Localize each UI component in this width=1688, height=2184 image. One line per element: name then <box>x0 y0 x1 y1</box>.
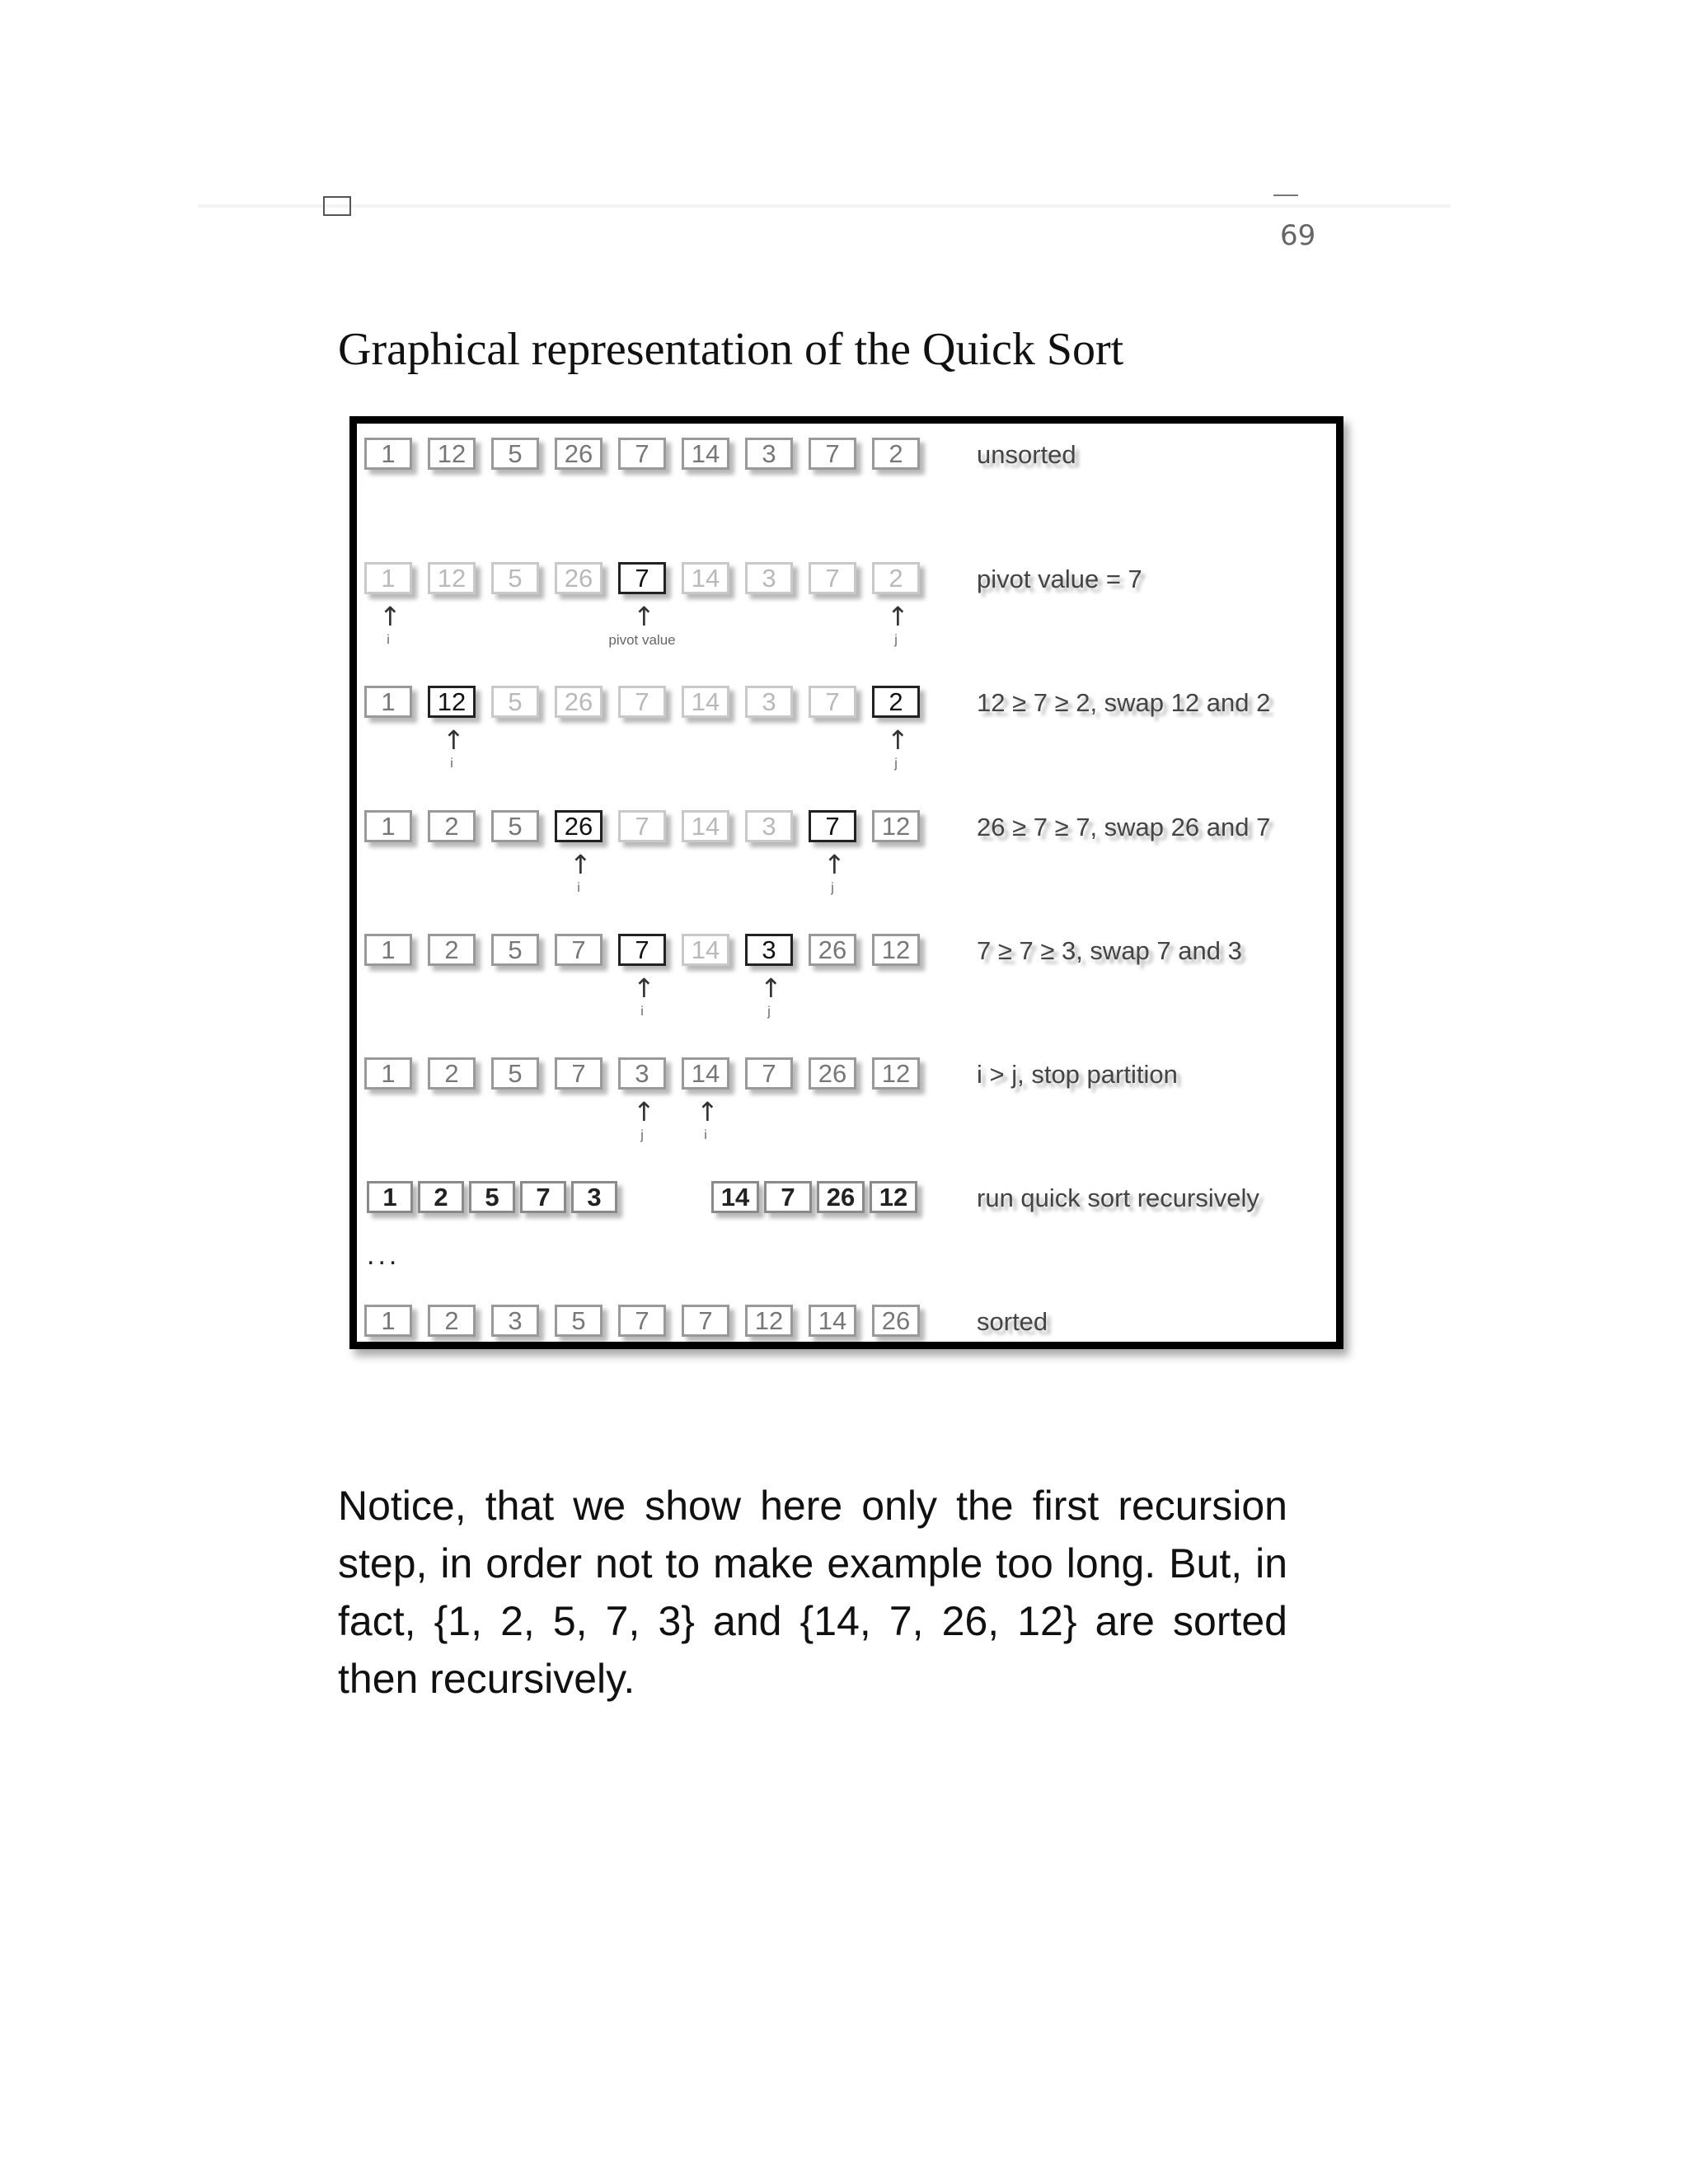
array-cell: 5 <box>491 810 539 842</box>
left-subarray-cell: 7 <box>520 1181 566 1213</box>
pointer-tag: i <box>450 757 453 771</box>
corner-marker-icon <box>323 196 351 216</box>
array-cell: 26 <box>555 438 603 470</box>
step-label: run quick sort recursively <box>977 1183 1259 1212</box>
pointer-arrow-icon: ↑ <box>887 601 909 632</box>
pointer-tag: j <box>894 633 898 647</box>
pointer-arrow-icon: ↑ <box>823 849 846 880</box>
array-cell: 2 <box>872 562 920 594</box>
right-subarray-cell: 14 <box>711 1181 759 1213</box>
pointer-tag: i <box>640 1005 644 1019</box>
left-subarray-cell: 3 <box>571 1181 617 1213</box>
array-cell: 1 <box>364 934 412 966</box>
array-cell: 5 <box>555 1305 603 1337</box>
quick-sort-figure <box>349 416 1343 1349</box>
array-cell: 1 <box>364 810 412 842</box>
pointer-arrow-icon: ↑ <box>760 972 782 1004</box>
array-cell: 7 <box>618 438 666 470</box>
array-cell: 14 <box>682 438 729 470</box>
array-cell: 12 <box>872 934 920 966</box>
array-cell: 7 <box>809 810 856 842</box>
right-subarray-cell: 12 <box>870 1181 917 1213</box>
array-cell: 26 <box>809 934 856 966</box>
array-cell: 7 <box>682 1305 729 1337</box>
array-cell: 3 <box>745 686 793 718</box>
array-cell: 1 <box>364 562 412 594</box>
pointer-tag: i <box>577 881 580 895</box>
step-label: pivot value = 7 <box>977 565 1142 593</box>
array-cell: 2 <box>428 810 476 842</box>
right-subarray-cell: 26 <box>817 1181 865 1213</box>
array-cell: 26 <box>555 562 603 594</box>
array-cell: 12 <box>428 686 476 718</box>
pointer-arrow-icon: ↑ <box>887 724 909 756</box>
array-cell: 7 <box>618 934 666 966</box>
array-cell: 5 <box>491 438 539 470</box>
array-cell: 7 <box>745 1057 793 1090</box>
left-subarray-cell: 5 <box>469 1181 515 1213</box>
step-label: 12 ≥ 7 ≥ 2, swap 12 and 2 <box>977 688 1271 717</box>
pointer-arrow-icon: ↑ <box>443 724 465 756</box>
array-cell: 12 <box>428 438 476 470</box>
array-cell: 14 <box>682 562 729 594</box>
pointer-arrow-icon: ↑ <box>570 849 592 880</box>
left-subarray-cell: 2 <box>418 1181 464 1213</box>
array-cell: 7 <box>809 562 856 594</box>
array-cell: 7 <box>618 1305 666 1337</box>
pointer-arrow-icon: ↑ <box>379 601 401 632</box>
page-number: 69 <box>1280 219 1316 252</box>
pointer-arrow-icon: ↑ <box>696 1096 719 1127</box>
pointer-arrow-icon: ↑ <box>633 972 655 1004</box>
array-cell: 7 <box>618 686 666 718</box>
left-subarray-cell: 1 <box>367 1181 413 1213</box>
pointer-tag: j <box>640 1128 644 1142</box>
array-cell: 3 <box>745 934 793 966</box>
array-cell: 1 <box>364 1057 412 1090</box>
step-label: 7 ≥ 7 ≥ 3, swap 7 and 3 <box>977 936 1242 965</box>
array-cell: 1 <box>364 1305 412 1337</box>
body-paragraph: Notice, that we show here only the first recursion step, in order not to make example too long. But, in fact, {1, 2, 5, 7, 3} and {14, 7, 26, 12} are sorted then recursively. <box>338 1483 1287 1702</box>
array-cell: 7 <box>618 562 666 594</box>
array-cell: 12 <box>872 810 920 842</box>
array-cell: 14 <box>682 934 729 966</box>
array-cell: 5 <box>491 686 539 718</box>
array-cell: 5 <box>491 562 539 594</box>
array-cell: 14 <box>682 810 729 842</box>
pointer-arrow-icon: ↑ <box>633 601 655 632</box>
step-label: unsorted <box>977 440 1076 469</box>
array-cell: 5 <box>491 934 539 966</box>
array-cell: 26 <box>555 810 603 842</box>
array-cell: 7 <box>809 686 856 718</box>
array-cell: 12 <box>428 562 476 594</box>
array-cell: 7 <box>555 934 603 966</box>
array-cell: 3 <box>745 810 793 842</box>
array-cell: 7 <box>555 1057 603 1090</box>
step-label: 26 ≥ 7 ≥ 7, swap 26 and 7 <box>977 813 1271 841</box>
pointer-tag: j <box>831 881 834 895</box>
array-cell: 2 <box>428 1057 476 1090</box>
header-rule <box>198 204 1451 208</box>
array-cell: 14 <box>682 686 729 718</box>
figure-title: Graphical representation of the Quick Sort <box>338 324 1124 375</box>
array-cell: 26 <box>555 686 603 718</box>
array-cell: 12 <box>745 1305 793 1337</box>
array-cell: 1 <box>364 686 412 718</box>
array-cell: 14 <box>809 1305 856 1337</box>
array-cell: 2 <box>872 438 920 470</box>
array-cell: 12 <box>872 1057 920 1090</box>
pointer-arrow-icon: ↑ <box>633 1096 655 1127</box>
array-cell: 2 <box>872 686 920 718</box>
array-cell: 7 <box>809 438 856 470</box>
array-cell: 7 <box>618 810 666 842</box>
array-cell: 14 <box>682 1057 729 1090</box>
array-cell: 26 <box>872 1305 920 1337</box>
pointer-tag: pivot value <box>608 632 676 648</box>
pointer-tag: j <box>767 1005 771 1019</box>
array-cell: 3 <box>618 1057 666 1090</box>
pointer-tag: j <box>894 757 898 771</box>
step-label: i > j, stop partition <box>977 1060 1178 1089</box>
array-cell: 5 <box>491 1057 539 1090</box>
page-number-dash <box>1273 194 1298 196</box>
step-label: sorted <box>977 1307 1048 1336</box>
pointer-tag: i <box>704 1128 707 1142</box>
array-cell: 3 <box>745 562 793 594</box>
array-cell: 2 <box>428 1305 476 1337</box>
array-cell: 26 <box>809 1057 856 1090</box>
ellipsis: ... <box>367 1240 401 1271</box>
array-cell: 1 <box>364 438 412 470</box>
array-cell: 3 <box>491 1305 539 1337</box>
array-cell: 2 <box>428 934 476 966</box>
pointer-tag: i <box>387 633 390 647</box>
right-subarray-cell: 7 <box>764 1181 812 1213</box>
array-cell: 3 <box>745 438 793 470</box>
